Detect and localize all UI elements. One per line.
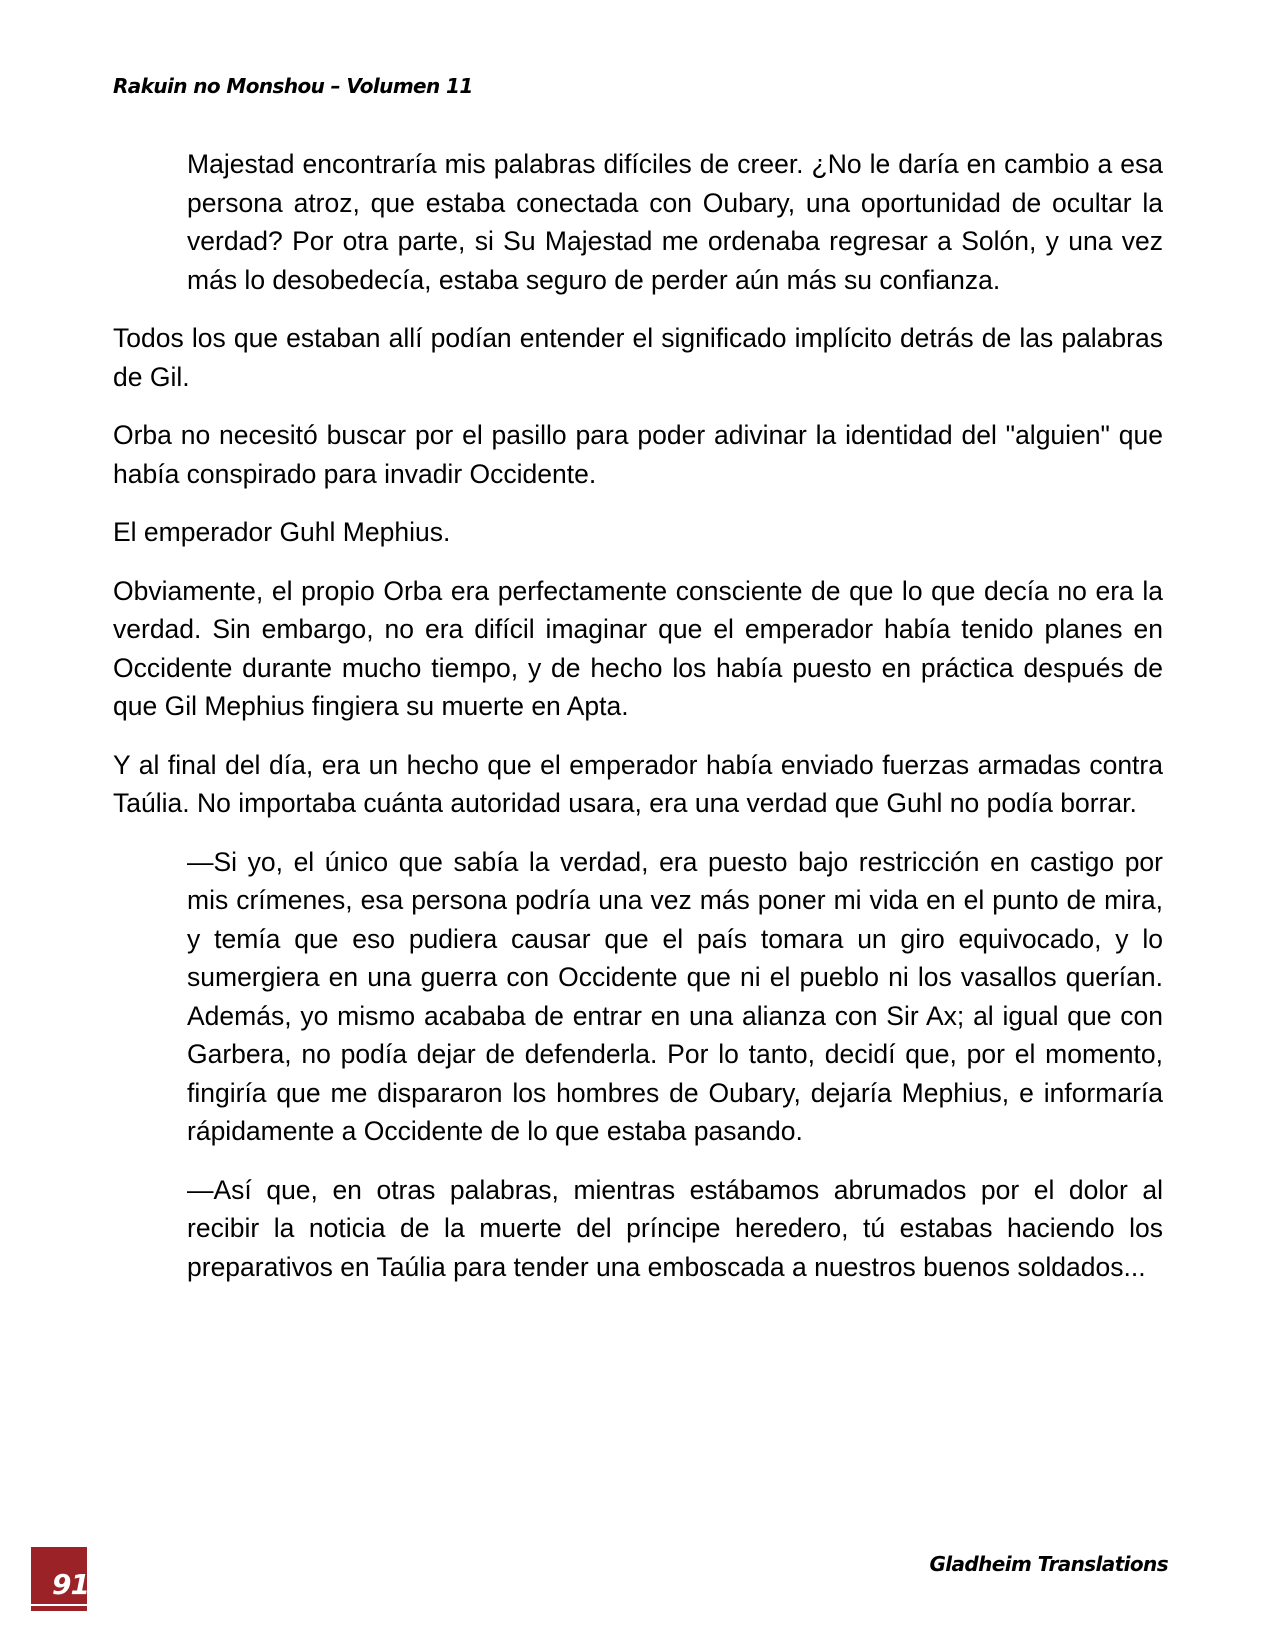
paragraph-dialogue: —Si yo, el único que sabía la verdad, era puesto bajo restricción en castigo por mis crímenes, esa persona podría una vez más poner mi vida en el punto de mira, y temía que eso pudiera causar que el país tomara un giro equivocado, y lo sumergiera en una guerra con Occidente que ni el pueblo ni los vasallos querían. Además, yo mismo acababa de entrar en una alianza con Sir Ax; al igual que con Garbera, no podía dejar de defenderla. Por lo tanto, decidí que, por el momento, fingiría que me dispararon los hombres de Oubary, dejaría Mephius, e informaría rápidamente a Occidente de lo que estaba pasando.	[187, 846, 1163, 1146]
paragraph: Orba no necesitó buscar por el pasillo para poder adivinar la identidad del "alguien" que había conspirado para invadir Occidente.	[113, 420, 1163, 489]
footer-credit: Gladheim Translations	[929, 1552, 1168, 1576]
paragraph: Obviamente, el propio Orba era perfectamente consciente de que lo que decía no era la verdad. Sin embargo, no era difícil imaginar que el emperador había tenido planes en Occidente durante mucho tiempo, y de hecho los había puesto en práctica después de que Gil Mephius fingiera su muerte en Apta.	[113, 575, 1163, 721]
body-text	[113, 145, 1163, 1306]
paragraph-dialogue: —Así que, en otras palabras, mientras estábamos abrumados por el dolor al recibir la noticia de la muerte del príncipe heredero, tú estabas haciendo los preparativos en Taúlia para tender una emboscada a nuestros buenos soldados...	[187, 1174, 1163, 1282]
paragraph: Todos los que estaban allí podían entender el significado implícito detrás de las palabras de Gil.	[113, 323, 1163, 392]
running-header: Rakuin no Monshou – Volumen 11	[113, 74, 473, 98]
page-number-underline	[31, 1604, 87, 1606]
paragraph: Y al final del día, era un hecho que el emperador había enviado fuerzas armadas contra Taúlia. No importaba cuánta autoridad usara, era una verdad que Guhl no podía borrar.	[113, 749, 1163, 818]
paragraph: El emperador Guhl Mephius.	[113, 517, 451, 547]
paragraph-quote-continuation: Majestad encontraría mis palabras difíciles de creer. ¿No le daría en cambio a esa persona atroz, que estaba conectada con Oubary, una oportunidad de ocultar la verdad? Por otra parte, si Su Majestad me ordenaba regresar a Solón, y una vez más lo desobedecía, estaba seguro de perder aún más su confianza.	[187, 149, 1163, 295]
page-number: 91	[52, 1568, 89, 1601]
